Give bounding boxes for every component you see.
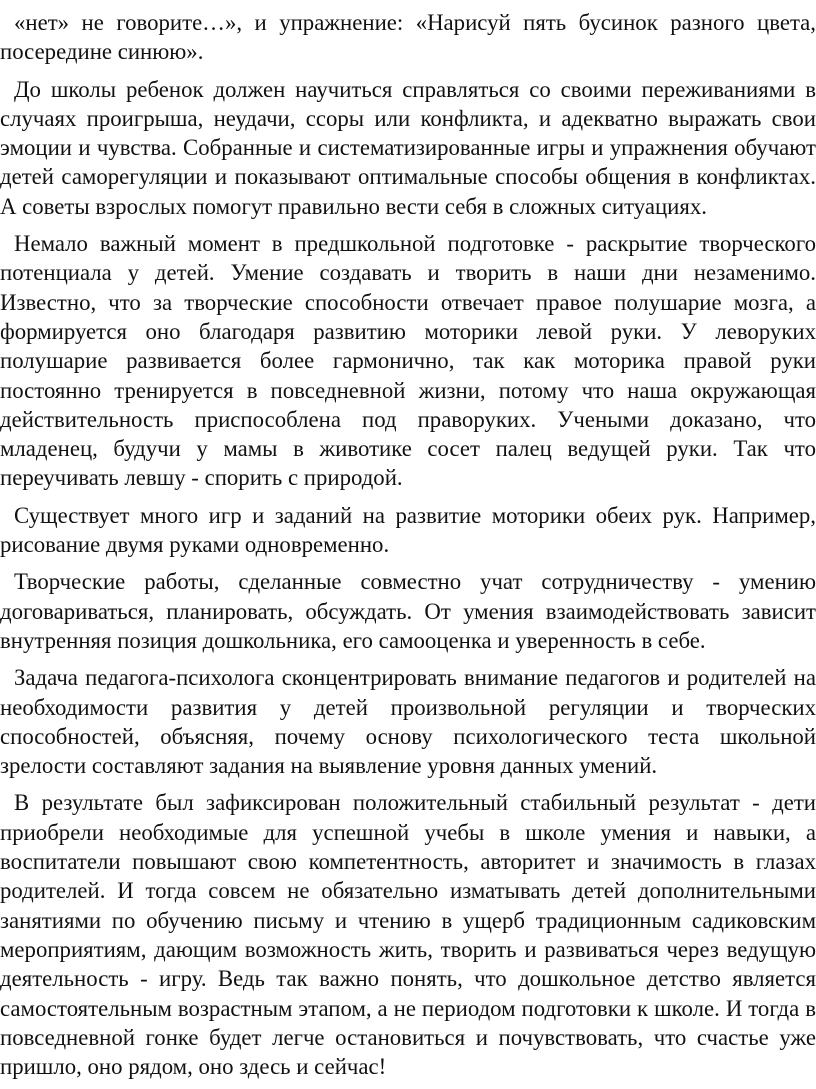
paragraph-exercise-example: «нет» не говорите…», и упражнение: «Нарисуй пять бусинок разного цвета, посередине синюю». (0, 10, 816, 65)
paragraph-emotions: До школы ребенок должен научиться справляться со своими переживаниями в случаях проигрыша, неудачи, ссоры или конфликта, и адекватно выражать свои эмоции и чувства. Собранные и систематизированные игры и упражнения обучают детей саморегуляции и показывают оптимальные способы общения в конфликтах. А советы взрослых помогут правильно вести себя в сложных ситуациях. (0, 76, 816, 219)
paragraph-result: В результате был зафиксирован положительный стабильный результат - дети приобрели необходимые для успешной учебы в школе умения и навыки, а воспитатели повышают свою компетентность, авторитет и значимость в глазах родителей. И тогда совсем не обязательно изматывать детей дополнительными занятиями по обучению письму и чтению в ущерб традиционным садиковским мероприятиям, дающим возможность жить, творить и развиваться через ведущую деятельность - игру. Ведь так важно понять, что дошкольное детство является самостоятельным возрастным этапом, а не периодом подготовки к школе. И тогда в повседневной гонке будет легче остановиться и почувствовать, что счастье уже пришло, оно рядом, оно здесь и сейчас! (0, 790, 816, 1080)
paragraph-creative-potential: Немало важный момент в предшкольной подготовке - раскрытие творческого потенциала у детей. Умение создавать и творить в наши дни незаменимо. Известно, что за творческие способности отвечает правое полушарие мозга, а формируется оно благодаря развитию моторики левой руки. У леворуких полушарие развивается более гармонично, так как моторика правой руки постоянно тренируется в повседневной жизни, потому что наша окружающая действительность приспособлена под праворуких. Учеными доказано, что младенец, будучи у мамы в животике сосет палец ведущей руки. Так что переучивать левшу - спорить с природой. (0, 231, 816, 491)
paragraph-cooperation: Творческие работы, сделанные совместно учат сотрудничеству - умению договариваться, планировать, обсуждать. От умения взаимодействовать зависит внутренняя позиция дошкольника, его самооценка и уверенность в себе. (0, 569, 816, 653)
paragraph-motor-skills: Существует много игр и заданий на развитие моторики обеих рук. Например, рисование двумя руками одновременно. (0, 502, 816, 558)
paragraph-psychologist-task: Задача педагога-психолога сконцентрировать внимание педагогов и родителей на необходимости развития у детей произвольной регуляции и творческих способностей, объясняя, почему основу психологического теста школьной зрелости составляют задания на выявление уровня данных умений. (0, 665, 816, 779)
